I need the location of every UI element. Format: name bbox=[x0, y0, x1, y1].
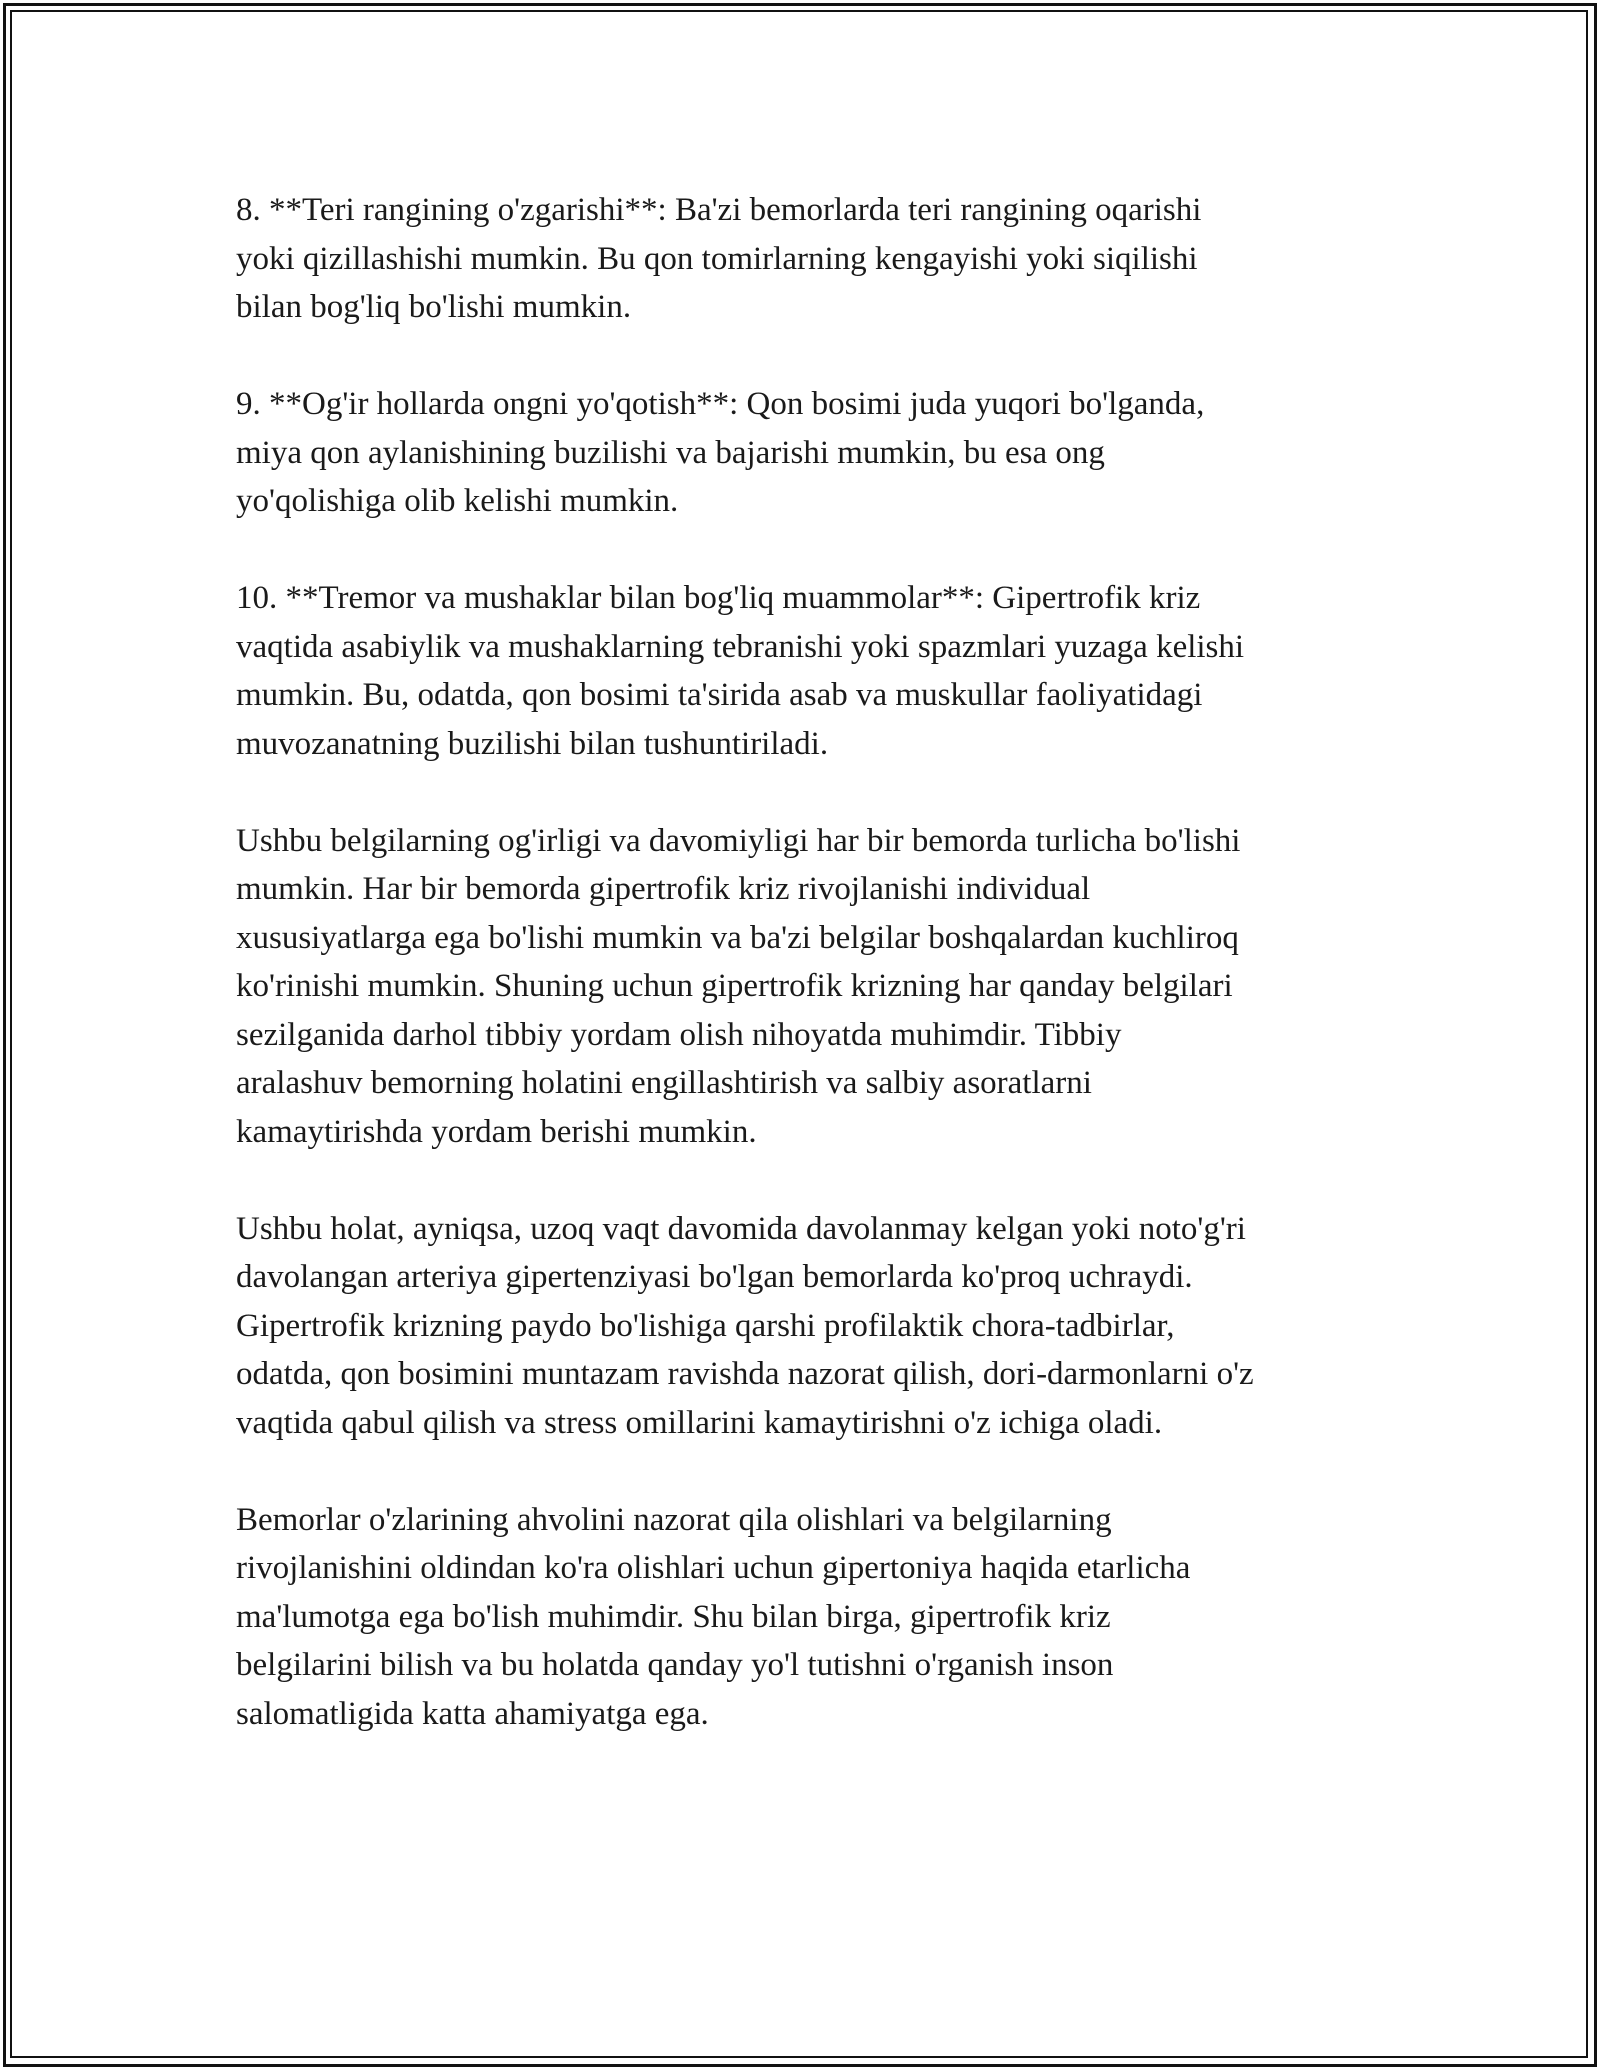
paragraph-prevention: Ushbu holat, ayniqsa, uzoq vaqt davomida davolanmay kelgan yoki noto'g'ri davolangan arteriya gipertenziyasi bo'lgan bemorlarda ko'proq uchraydi. Gipertrofik krizning paydo bo'lishiga qarshi profilaktik chora-tadbirlar, odatda, qon bosimini muntazam ravishda nazorat qilish, dori-darmonlarni o'z vaqtida qabul qilish va stress omillarini kamaytirishni o'z ichiga oladi. bbox=[236, 1210, 1254, 1441]
paragraph-item-10: 10. **Tremor va mushaklar bilan bog'liq muammolar**: Gipertrofik kriz vaqtida asabiylik va mushaklarning tebranishi yoki spazmlari yuzaga kelishi mumkin. Bu, odatda, qon bosimi ta'sirida asab va muskullar faoliyatidagi muvozanatning buzilishi bilan tushuntiriladi. bbox=[236, 580, 1245, 762]
paragraph-patient-awareness: Bemorlar o'zlarining ahvolini nazorat qila olishlari va belgilarning rivojlanishini oldindan ko'ra olishlari uchun gipertoniya haqida etarlicha ma'lumotga ega bo'lish muhimdir. Shu bilan birga, gipertrofik kriz belgilarini bilish va bu holatda qanday yo'l tutishni o'rganish inson salomatligida katta ahamiyatga ega. bbox=[236, 1501, 1191, 1732]
document-body bbox=[236, 186, 1382, 1787]
paragraph-item-9: 9. **Og'ir hollarda ongni yo'qotish**: Qon bosimi juda yuqori bo'lganda, miya qon aylanishining buzilishi va bajarishi mumkin, bu esa ong yo'qolishiga olib kelishi mumkin. bbox=[236, 386, 1205, 519]
paragraph-symptom-variability: Ushbu belgilarning og'irligi va davomiyligi har bir bemorda turlicha bo'lishi mumkin. Har bir bemorda gipertrofik kriz rivojlanishi individual xususiyatlarga ega bo'lishi mumkin va ba'zi belgilar boshqalardan kuchliroq ko'rinishi mumkin. Shuning uchun gipertrofik krizning har qanday belgilari sezilganida darhol tibbiy yordam olish nihoyatda muhimdir. Tibbiy aralashuv bemorning holatini engillashtirish va salbiy asoratlarni kamaytirishda yordam berishi mumkin. bbox=[236, 822, 1241, 1150]
paragraph-item-8: 8. **Teri rangining o'zgarishi**: Ba'zi bemorlarda teri rangining oqarishi yoki qizillashishi mumkin. Bu qon tomirlarning kengayishi yoki siqilishi bilan bog'liq bo'lishi mumkin. bbox=[236, 192, 1202, 325]
